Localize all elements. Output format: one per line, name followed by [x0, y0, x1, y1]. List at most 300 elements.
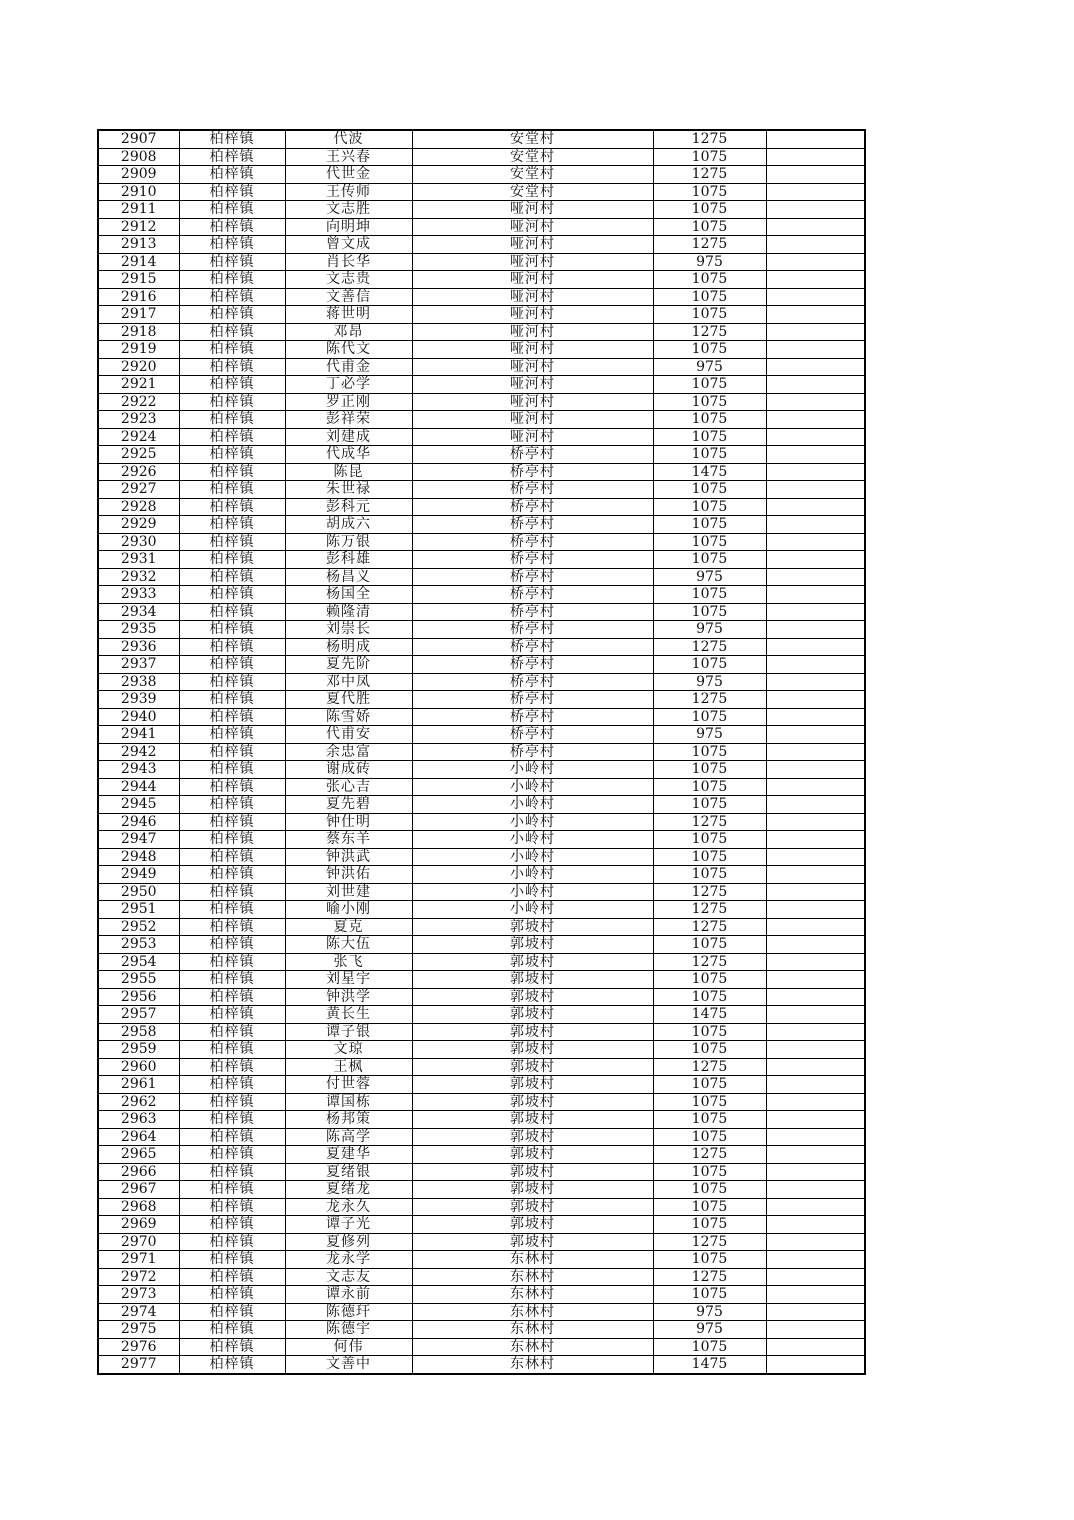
- table-row: [98, 971, 865, 989]
- town-cell: 柏梓镇: [179, 1058, 285, 1076]
- name-cell: 张飞: [285, 953, 412, 971]
- village-cell: 安堂村: [412, 166, 653, 184]
- name-cell: 陈万银: [285, 533, 412, 551]
- village-cell: 哑河村: [412, 288, 653, 306]
- name-cell: 王兴春: [285, 148, 412, 166]
- town-cell: 柏梓镇: [179, 638, 285, 656]
- row-number-cell: 2912: [98, 218, 179, 236]
- town-cell: 柏梓镇: [179, 708, 285, 726]
- amount-cell: 1075: [653, 848, 766, 866]
- table-row: [98, 1233, 865, 1251]
- row-number-cell: 2961: [98, 1076, 179, 1094]
- name-cell: 代世金: [285, 166, 412, 184]
- village-cell: 桥亭村: [412, 726, 653, 744]
- village-cell: 郭坡村: [412, 1163, 653, 1181]
- note-cell: [766, 236, 865, 254]
- name-cell: 代甫安: [285, 726, 412, 744]
- note-cell: [766, 411, 865, 429]
- amount-cell: 1275: [653, 953, 766, 971]
- note-cell: [766, 148, 865, 166]
- town-cell: 柏梓镇: [179, 376, 285, 394]
- village-cell: 桥亭村: [412, 691, 653, 709]
- note-cell: [766, 1076, 865, 1094]
- village-cell: 郭坡村: [412, 1023, 653, 1041]
- note-cell: [766, 1093, 865, 1111]
- table-row: [98, 1321, 865, 1339]
- note-cell: [766, 918, 865, 936]
- town-cell: 柏梓镇: [179, 1321, 285, 1339]
- amount-cell: 1075: [653, 306, 766, 324]
- note-cell: [766, 831, 865, 849]
- note-cell: [766, 253, 865, 271]
- town-cell: 柏梓镇: [179, 883, 285, 901]
- amount-cell: 1275: [653, 901, 766, 919]
- village-cell: 东林村: [412, 1303, 653, 1321]
- village-cell: 桥亭村: [412, 533, 653, 551]
- village-cell: 哑河村: [412, 358, 653, 376]
- amount-cell: 1075: [653, 288, 766, 306]
- town-cell: 柏梓镇: [179, 411, 285, 429]
- amount-cell: 1075: [653, 1251, 766, 1269]
- amount-cell: 975: [653, 673, 766, 691]
- town-cell: 柏梓镇: [179, 1268, 285, 1286]
- amount-cell: 1275: [653, 1233, 766, 1251]
- note-cell: [766, 1023, 865, 1041]
- name-cell: 向明坤: [285, 218, 412, 236]
- name-cell: 黄长生: [285, 1006, 412, 1024]
- note-cell: [766, 376, 865, 394]
- town-cell: 柏梓镇: [179, 130, 285, 148]
- note-cell: [766, 1338, 865, 1356]
- table-row: [98, 1111, 865, 1129]
- note-cell: [766, 551, 865, 569]
- amount-cell: 1075: [653, 393, 766, 411]
- name-cell: 邓中凤: [285, 673, 412, 691]
- village-cell: 哑河村: [412, 323, 653, 341]
- town-cell: 柏梓镇: [179, 1251, 285, 1269]
- amount-cell: 1275: [653, 1146, 766, 1164]
- village-cell: 小岭村: [412, 778, 653, 796]
- table-row: [98, 358, 865, 376]
- name-cell: 文志贵: [285, 271, 412, 289]
- note-cell: [766, 1041, 865, 1059]
- name-cell: 代波: [285, 130, 412, 148]
- amount-cell: 1075: [653, 148, 766, 166]
- table-row: [98, 481, 865, 499]
- note-cell: [766, 743, 865, 761]
- name-cell: 龙永久: [285, 1198, 412, 1216]
- town-cell: 柏梓镇: [179, 1198, 285, 1216]
- note-cell: [766, 446, 865, 464]
- table-row: [98, 1041, 865, 1059]
- name-cell: 夏绪银: [285, 1163, 412, 1181]
- village-cell: 桥亭村: [412, 463, 653, 481]
- table-row: [98, 1216, 865, 1234]
- name-cell: 代甫金: [285, 358, 412, 376]
- town-cell: 柏梓镇: [179, 1163, 285, 1181]
- name-cell: 余忠富: [285, 743, 412, 761]
- amount-cell: 1075: [653, 1198, 766, 1216]
- note-cell: [766, 463, 865, 481]
- amount-cell: 975: [653, 568, 766, 586]
- village-cell: 哑河村: [412, 218, 653, 236]
- note-cell: [766, 201, 865, 219]
- table-row: [98, 1268, 865, 1286]
- data-table: [97, 129, 866, 1375]
- village-cell: 郭坡村: [412, 918, 653, 936]
- amount-cell: 1075: [653, 1181, 766, 1199]
- village-cell: 郭坡村: [412, 1128, 653, 1146]
- table-row: [98, 463, 865, 481]
- name-cell: 夏克: [285, 918, 412, 936]
- row-number-cell: 2966: [98, 1163, 179, 1181]
- row-number-cell: 2959: [98, 1041, 179, 1059]
- village-cell: 郭坡村: [412, 1146, 653, 1164]
- row-number-cell: 2938: [98, 673, 179, 691]
- village-cell: 哑河村: [412, 376, 653, 394]
- row-number-cell: 2976: [98, 1338, 179, 1356]
- row-number-cell: 2909: [98, 166, 179, 184]
- town-cell: 柏梓镇: [179, 796, 285, 814]
- village-cell: 东林村: [412, 1356, 653, 1374]
- amount-cell: 1475: [653, 1006, 766, 1024]
- row-number-cell: 2968: [98, 1198, 179, 1216]
- row-number-cell: 2907: [98, 130, 179, 148]
- table-row: [98, 1146, 865, 1164]
- table-row: [98, 778, 865, 796]
- note-cell: [766, 778, 865, 796]
- name-cell: 喻小刚: [285, 901, 412, 919]
- village-cell: 哑河村: [412, 201, 653, 219]
- name-cell: 彭祥荣: [285, 411, 412, 429]
- row-number-cell: 2922: [98, 393, 179, 411]
- town-cell: 柏梓镇: [179, 656, 285, 674]
- amount-cell: 1075: [653, 446, 766, 464]
- table-row: [98, 743, 865, 761]
- amount-cell: 1075: [653, 218, 766, 236]
- row-number-cell: 2924: [98, 428, 179, 446]
- town-cell: 柏梓镇: [179, 463, 285, 481]
- town-cell: 柏梓镇: [179, 1338, 285, 1356]
- village-cell: 桥亭村: [412, 621, 653, 639]
- name-cell: 文志胜: [285, 201, 412, 219]
- row-number-cell: 2955: [98, 971, 179, 989]
- name-cell: 钟洪武: [285, 848, 412, 866]
- village-cell: 桥亭村: [412, 743, 653, 761]
- row-number-cell: 2965: [98, 1146, 179, 1164]
- table-row: [98, 953, 865, 971]
- note-cell: [766, 1268, 865, 1286]
- town-cell: 柏梓镇: [179, 1303, 285, 1321]
- note-cell: [766, 726, 865, 744]
- amount-cell: 1075: [653, 341, 766, 359]
- note-cell: [766, 341, 865, 359]
- table-row: [98, 673, 865, 691]
- row-number-cell: 2977: [98, 1356, 179, 1374]
- town-cell: 柏梓镇: [179, 621, 285, 639]
- town-cell: 柏梓镇: [179, 551, 285, 569]
- name-cell: 彭科元: [285, 498, 412, 516]
- name-cell: 邓昂: [285, 323, 412, 341]
- town-cell: 柏梓镇: [179, 183, 285, 201]
- row-number-cell: 2946: [98, 813, 179, 831]
- name-cell: 杨昌义: [285, 568, 412, 586]
- note-cell: [766, 901, 865, 919]
- row-number-cell: 2923: [98, 411, 179, 429]
- table-row: [98, 166, 865, 184]
- village-cell: 郭坡村: [412, 1111, 653, 1129]
- amount-cell: 1075: [653, 516, 766, 534]
- row-number-cell: 2913: [98, 236, 179, 254]
- name-cell: 陈德宇: [285, 1321, 412, 1339]
- town-cell: 柏梓镇: [179, 358, 285, 376]
- village-cell: 郭坡村: [412, 936, 653, 954]
- town-cell: 柏梓镇: [179, 1286, 285, 1304]
- name-cell: 陈大伍: [285, 936, 412, 954]
- note-cell: [766, 533, 865, 551]
- name-cell: 刘崇长: [285, 621, 412, 639]
- town-cell: 柏梓镇: [179, 236, 285, 254]
- table-row: [98, 236, 865, 254]
- table-row: [98, 341, 865, 359]
- amount-cell: 1075: [653, 708, 766, 726]
- row-number-cell: 2937: [98, 656, 179, 674]
- row-number-cell: 2920: [98, 358, 179, 376]
- note-cell: [766, 1146, 865, 1164]
- name-cell: 钟仕明: [285, 813, 412, 831]
- village-cell: 小岭村: [412, 761, 653, 779]
- town-cell: 柏梓镇: [179, 1128, 285, 1146]
- town-cell: 柏梓镇: [179, 1216, 285, 1234]
- note-cell: [766, 1163, 865, 1181]
- note-cell: [766, 1006, 865, 1024]
- village-cell: 郭坡村: [412, 1006, 653, 1024]
- table-row: [98, 148, 865, 166]
- town-cell: 柏梓镇: [179, 971, 285, 989]
- table-row: [98, 201, 865, 219]
- table-row: [98, 866, 865, 884]
- town-cell: 柏梓镇: [179, 253, 285, 271]
- amount-cell: 1275: [653, 883, 766, 901]
- village-cell: 小岭村: [412, 831, 653, 849]
- village-cell: 哑河村: [412, 341, 653, 359]
- town-cell: 柏梓镇: [179, 813, 285, 831]
- table-row: [98, 1163, 865, 1181]
- amount-cell: 1075: [653, 1076, 766, 1094]
- name-cell: 谭国栋: [285, 1093, 412, 1111]
- row-number-cell: 2936: [98, 638, 179, 656]
- name-cell: 文善中: [285, 1356, 412, 1374]
- amount-cell: 1075: [653, 183, 766, 201]
- village-cell: 小岭村: [412, 848, 653, 866]
- name-cell: 龙永学: [285, 1251, 412, 1269]
- table-row: [98, 708, 865, 726]
- amount-cell: 1475: [653, 1356, 766, 1374]
- amount-cell: 1075: [653, 936, 766, 954]
- name-cell: 付世蓉: [285, 1076, 412, 1094]
- amount-cell: 1075: [653, 1111, 766, 1129]
- row-number-cell: 2929: [98, 516, 179, 534]
- amount-cell: 1075: [653, 428, 766, 446]
- table-row: [98, 1251, 865, 1269]
- town-cell: 柏梓镇: [179, 918, 285, 936]
- town-cell: 柏梓镇: [179, 1356, 285, 1374]
- village-cell: 桥亭村: [412, 586, 653, 604]
- town-cell: 柏梓镇: [179, 988, 285, 1006]
- table-row: [98, 656, 865, 674]
- amount-cell: 975: [653, 1303, 766, 1321]
- amount-cell: 1075: [653, 551, 766, 569]
- name-cell: 刘建成: [285, 428, 412, 446]
- amount-cell: 1075: [653, 271, 766, 289]
- name-cell: 杨明成: [285, 638, 412, 656]
- row-number-cell: 2972: [98, 1268, 179, 1286]
- amount-cell: 1275: [653, 813, 766, 831]
- table-row: [98, 901, 865, 919]
- note-cell: [766, 358, 865, 376]
- row-number-cell: 2956: [98, 988, 179, 1006]
- table-row: [98, 1356, 865, 1374]
- town-cell: 柏梓镇: [179, 428, 285, 446]
- village-cell: 桥亭村: [412, 446, 653, 464]
- village-cell: 桥亭村: [412, 516, 653, 534]
- amount-cell: 1275: [653, 1268, 766, 1286]
- town-cell: 柏梓镇: [179, 778, 285, 796]
- town-cell: 柏梓镇: [179, 761, 285, 779]
- amount-cell: 1075: [653, 988, 766, 1006]
- village-cell: 小岭村: [412, 866, 653, 884]
- table-row: [98, 1023, 865, 1041]
- town-cell: 柏梓镇: [179, 341, 285, 359]
- village-cell: 郭坡村: [412, 971, 653, 989]
- row-number-cell: 2949: [98, 866, 179, 884]
- town-cell: 柏梓镇: [179, 1076, 285, 1094]
- village-cell: 桥亭村: [412, 638, 653, 656]
- note-cell: [766, 866, 865, 884]
- name-cell: 夏先阶: [285, 656, 412, 674]
- row-number-cell: 2918: [98, 323, 179, 341]
- amount-cell: 1075: [653, 1286, 766, 1304]
- name-cell: 刘星宇: [285, 971, 412, 989]
- village-cell: 郭坡村: [412, 988, 653, 1006]
- table-row: [98, 446, 865, 464]
- village-cell: 哑河村: [412, 253, 653, 271]
- row-number-cell: 2969: [98, 1216, 179, 1234]
- note-cell: [766, 306, 865, 324]
- row-number-cell: 2921: [98, 376, 179, 394]
- row-number-cell: 2945: [98, 796, 179, 814]
- village-cell: 桥亭村: [412, 481, 653, 499]
- note-cell: [766, 638, 865, 656]
- table-row: [98, 306, 865, 324]
- table-row: [98, 376, 865, 394]
- amount-cell: 1275: [653, 918, 766, 936]
- note-cell: [766, 1321, 865, 1339]
- row-number-cell: 2947: [98, 831, 179, 849]
- town-cell: 柏梓镇: [179, 1006, 285, 1024]
- note-cell: [766, 971, 865, 989]
- row-number-cell: 2964: [98, 1128, 179, 1146]
- note-cell: [766, 166, 865, 184]
- town-cell: 柏梓镇: [179, 323, 285, 341]
- row-number-cell: 2931: [98, 551, 179, 569]
- row-number-cell: 2934: [98, 603, 179, 621]
- note-cell: [766, 883, 865, 901]
- village-cell: 桥亭村: [412, 603, 653, 621]
- amount-cell: 975: [653, 1321, 766, 1339]
- table-row: [98, 428, 865, 446]
- note-cell: [766, 761, 865, 779]
- note-cell: [766, 288, 865, 306]
- amount-cell: 1075: [653, 761, 766, 779]
- name-cell: 罗正刚: [285, 393, 412, 411]
- row-number-cell: 2928: [98, 498, 179, 516]
- town-cell: 柏梓镇: [179, 446, 285, 464]
- table-row: [98, 183, 865, 201]
- table-row: [98, 936, 865, 954]
- village-cell: 安堂村: [412, 148, 653, 166]
- village-cell: 桥亭村: [412, 656, 653, 674]
- row-number-cell: 2914: [98, 253, 179, 271]
- village-cell: 哑河村: [412, 393, 653, 411]
- town-cell: 柏梓镇: [179, 691, 285, 709]
- amount-cell: 1275: [653, 323, 766, 341]
- name-cell: 王传师: [285, 183, 412, 201]
- table-row: [98, 796, 865, 814]
- village-cell: 东林村: [412, 1321, 653, 1339]
- row-number-cell: 2917: [98, 306, 179, 324]
- village-cell: 桥亭村: [412, 673, 653, 691]
- name-cell: 夏绪龙: [285, 1181, 412, 1199]
- name-cell: 曾文成: [285, 236, 412, 254]
- amount-cell: 1075: [653, 603, 766, 621]
- row-number-cell: 2952: [98, 918, 179, 936]
- amount-cell: 1075: [653, 1338, 766, 1356]
- row-number-cell: 2915: [98, 271, 179, 289]
- town-cell: 柏梓镇: [179, 1093, 285, 1111]
- amount-cell: 975: [653, 621, 766, 639]
- town-cell: 柏梓镇: [179, 148, 285, 166]
- amount-cell: 1275: [653, 691, 766, 709]
- row-number-cell: 2908: [98, 148, 179, 166]
- row-number-cell: 2927: [98, 481, 179, 499]
- row-number-cell: 2935: [98, 621, 179, 639]
- note-cell: [766, 1128, 865, 1146]
- note-cell: [766, 936, 865, 954]
- town-cell: 柏梓镇: [179, 848, 285, 866]
- name-cell: 陈代文: [285, 341, 412, 359]
- town-cell: 柏梓镇: [179, 673, 285, 691]
- name-cell: 彭科雄: [285, 551, 412, 569]
- table-row: [98, 323, 865, 341]
- table-row: [98, 516, 865, 534]
- village-cell: 安堂村: [412, 130, 653, 148]
- village-cell: 哑河村: [412, 236, 653, 254]
- table-row: [98, 761, 865, 779]
- table-row: [98, 1198, 865, 1216]
- table-row: [98, 1303, 865, 1321]
- note-cell: [766, 498, 865, 516]
- village-cell: 桥亭村: [412, 568, 653, 586]
- town-cell: 柏梓镇: [179, 743, 285, 761]
- name-cell: 夏修列: [285, 1233, 412, 1251]
- name-cell: 谭永前: [285, 1286, 412, 1304]
- note-cell: [766, 1181, 865, 1199]
- table-row: [98, 271, 865, 289]
- note-cell: [766, 988, 865, 1006]
- amount-cell: 1275: [653, 236, 766, 254]
- table-row: [98, 1006, 865, 1024]
